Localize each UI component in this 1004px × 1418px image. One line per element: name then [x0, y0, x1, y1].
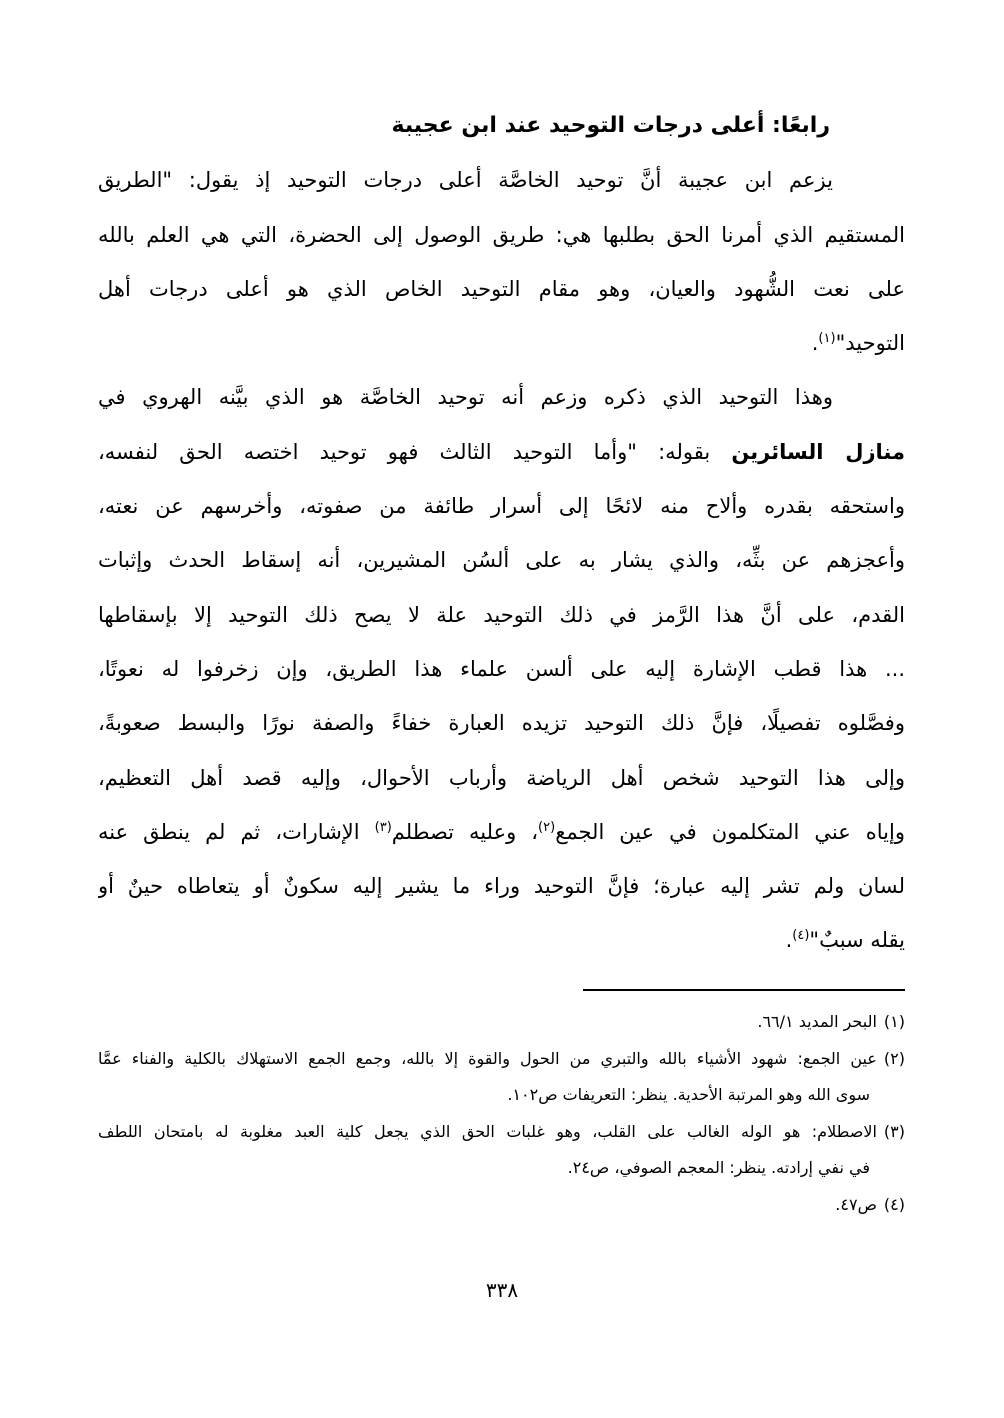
footnote-ref-1: (١): [818, 331, 836, 347]
footnote-2: [98, 1041, 905, 1114]
body-line: يزعم ابن عجيبة أنَّ توحيد الخاصَّة أعلى درجات التوحيد إذ يقول: "الطريق: [98, 168, 833, 193]
footnotes: [98, 1004, 905, 1224]
footnote-1: [98, 1004, 905, 1041]
quote-end-text: التوحيد": [835, 331, 905, 356]
footnote-line: سوى الله وهو المرتبة الأحدية. ينظر: التعريفات ص١٠٢.: [507, 1085, 870, 1105]
body-line: [98, 316, 905, 370]
footnote-number: (٤): [883, 1194, 905, 1214]
footnote-ref-2: (٢): [538, 819, 556, 835]
footnote-number: (٢): [883, 1048, 905, 1068]
body-line: واستحقه بقدره وألاح منه لائحًا إلى أسرار طائفة من صفوته، وأخرسهم عن نعته،: [98, 494, 905, 519]
body-line: على نعت الشُّهود والعيان، وهو مقام التوحيد الخاص الذي هو أعلى درجات أهل: [98, 276, 905, 301]
footnote-line: [98, 1041, 905, 1078]
main-text: [98, 99, 905, 968]
line-text: ، وعليه تصطلم: [391, 819, 539, 844]
body-line: ... هذا قطب الإشارة إليه على ألسن علماء هذا الطريق، وإن زخرفوا له نعوتًا،: [98, 656, 905, 681]
section-heading: رابعًا: أعلى درجات التوحيد عند ابن عجيبة: [391, 113, 830, 138]
footnote-text: الاصطلام: هو الوله الغالب على القلب، وهو غلبات الحق الذي يجعل كلية العبد مغلوبة له بامتحان اللطف: [98, 1121, 877, 1141]
footnote-line: [98, 1114, 905, 1151]
footnote-line: في نفي إرادته. ينظر: المعجم الصوفي، ص٢٤.: [567, 1158, 870, 1178]
book-title: منازل السائرين: [731, 439, 905, 464]
footnote-line: [98, 1004, 905, 1041]
paragraph-2: [98, 370, 905, 967]
footnote-number: (١): [883, 1012, 905, 1031]
body-line: المستقيم الذي أمرنا الحق بطلبها هي: طريق الوصول إلى الحضرة، التي هي العلم بالله: [98, 222, 905, 247]
footnote-text: عين الجمع: شهود الأشياء بالله والتبري من الحول والقوة إلا بالله، وجمع الجمع الاستهلاك بالكلية والفناء عمَّا: [98, 1048, 877, 1068]
body-line: وأعجزهم عن بثِّه، والذي يشار به على ألسُن المشيرين، أنه إسقاط الحدث وإثبات: [98, 548, 905, 573]
footnote-number: (٣): [883, 1121, 905, 1141]
paragraph-1: [98, 153, 905, 370]
footnote-text: ص٤٧.: [835, 1194, 877, 1214]
body-line: [98, 425, 905, 479]
body-line: [98, 913, 905, 967]
footnote-text: البحر المديد ٦٦/١.: [757, 1012, 877, 1031]
quote-end-text: يقله سببٌ": [809, 928, 905, 953]
page-number: ٣٣٨: [485, 1278, 519, 1302]
footnote-separator: [583, 989, 905, 991]
end-punctuation: .: [811, 331, 819, 356]
line-text: وإياه عني المتكلمون في عين الجمع: [555, 819, 905, 844]
footnote-ref-3: (٣): [374, 819, 392, 835]
end-punctuation: .: [785, 928, 793, 953]
footnote-4: [98, 1187, 905, 1224]
footnote-ref-4: (٤): [792, 928, 810, 944]
line-text: الإشارات، ثم لم ينطق عنه: [98, 819, 375, 844]
body-line: وهذا التوحيد الذي ذكره وزعم أنه توحيد الخاصَّة هو الذي بيَّنه الهروي في: [98, 385, 833, 410]
footnote-3: [98, 1114, 905, 1187]
body-line: وإلى هذا التوحيد شخص أهل الرياضة وأرباب الأحوال، وإليه قصد أهل التعظيم،: [98, 765, 905, 790]
body-line: لسان ولم تشر إليه عبارة؛ فإنَّ التوحيد وراء ما يشير إليه سكونٌ أو يتعاطاه حينٌ أو: [98, 874, 905, 899]
body-line: وفصَّلوه تفصيلًا، فإنَّ ذلك التوحيد تزيده العبارة خفاءً والصفة نورًا والبسط صعوبةً،: [98, 711, 905, 736]
body-line: القدم، على أنَّ هذا الرَّمز في ذلك التوحيد علة لا يصح ذلك التوحيد إلا بإسقاطها: [98, 602, 905, 627]
line-text: بقوله: "وأما التوحيد الثالث فهو توحيد اختصه الحق لنفسه،: [98, 439, 732, 464]
body-line: [98, 805, 905, 859]
footnote-line: [98, 1187, 905, 1224]
